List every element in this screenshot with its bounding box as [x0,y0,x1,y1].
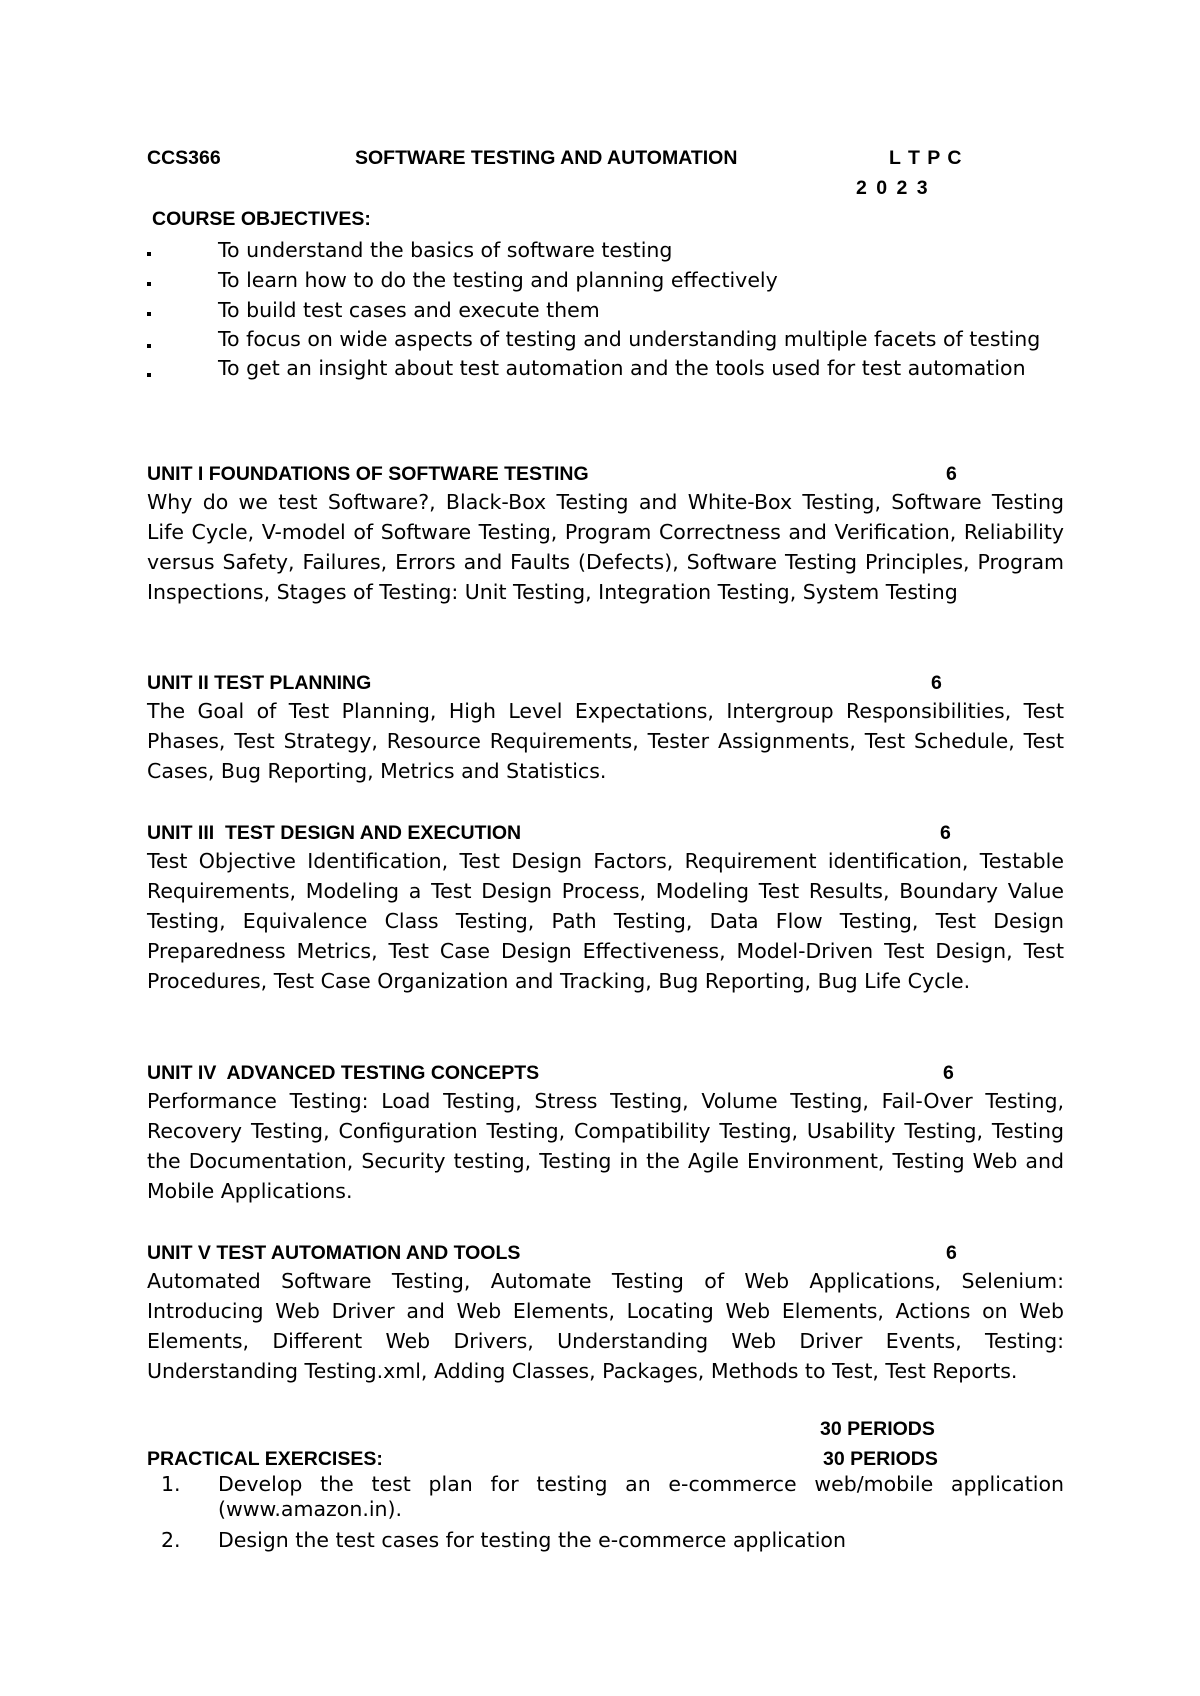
unit-content: Why do we test Software?, Black-Box Testing and White-Box Testing, Software Testing Life Cycle, V-model of Software Testing, Program Correctness and Verification, Reliability versus Safety, Failures, Errors and Faults (Defects), Software Testing Principles, Program Inspections, Stages of Testing: Unit Testing, Integration Testing, System Testing [147,490,1064,604]
unit-hours: 6 [940,822,951,844]
practical-item-number: 2. [161,1528,181,1552]
practical-periods: 30 PERIODS [823,1448,938,1470]
unit-title: UNIT I FOUNDATIONS OF SOFTWARE TESTING [147,463,589,485]
theory-periods: 30 PERIODS [820,1418,935,1440]
unit-content: Test Objective Identification, Test Design Factors, Requirement identification, Testable Requirements, Modeling a Test Design Process, Modeling Test Results, Boundary Value Testing, Equivalence Class Testing, Path Testing, Data Flow Testing, Test Design Preparedness Metrics, Test Case Design Effectiveness, Model-Driven Test Design, Test Procedures, Test Case Organization and Tracking, Bug Reporting, Bug Life Cycle. [147,849,1064,993]
unit-hours: 6 [943,1062,954,1084]
ltpc-label: L T P C [889,147,963,169]
practical-item [147,1525,1064,1555]
objective-item: To understand the basics of software testing [147,235,1067,265]
practical-item [147,1472,1064,1522]
unit-title: UNIT II TEST PLANNING [147,672,372,694]
unit-5 [147,1238,1064,1386]
course-code: CCS366 [147,147,221,169]
unit-title: UNIT III TEST DESIGN AND EXECUTION [147,822,522,844]
objective-item: To build test cases and execute them [147,295,1067,325]
objectives-heading: COURSE OBJECTIVES: [152,208,371,230]
practical-item-number: 1. [161,1472,181,1496]
objective-item: To learn how to do the testing and planning effectively [147,265,1067,295]
unit-hours: 6 [946,1242,957,1264]
unit-4 [147,1058,1064,1206]
course-title: SOFTWARE TESTING AND AUTOMATION [355,147,738,169]
unit-title: UNIT IV ADVANCED TESTING CONCEPTS [147,1062,540,1084]
practical-item-text: Develop the test plan for testing an e-commerce web/mobile application (www.amazon.in). [218,1472,1064,1521]
unit-2 [147,668,1064,786]
ltpc-values: 2 0 2 3 [856,177,930,199]
unit-hours: 6 [946,463,957,485]
syllabus-page [147,0,1067,1696]
unit-title: UNIT V TEST AUTOMATION AND TOOLS [147,1242,521,1264]
unit-content: Performance Testing: Load Testing, Stress Testing, Volume Testing, Fail-Over Testing, Recovery Testing, Configuration Testing, Compatibility Testing, Usability Testing, Testing the Documentation, Security testing, Testing in the Agile Environment, Testing Web and Mobile Applications. [147,1089,1064,1203]
unit-hours: 6 [931,672,942,694]
unit-content: Automated Software Testing, Automate Testing of Web Applications, Selenium: Introducing Web Driver and Web Elements, Locating Web Elements, Actions on Web Elements, Different Web Drivers, Understanding Web Driver Events, Testing: Understanding Testing.xml, Adding Classes, Packages, Methods to Test, Test Reports. [147,1269,1064,1383]
unit-content: The Goal of Test Planning, High Level Expectations, Intergroup Responsibilities, Test Phases, Test Strategy, Resource Requirements, Tester Assignments, Test Schedule, Test Cases, Bug Reporting, Metrics and Statistics. [147,699,1064,783]
objectives-list [147,235,1067,381]
practical-item-text: Design the test cases for testing the e-commerce application [218,1528,846,1552]
unit-3 [147,818,1064,996]
objective-item: To focus on wide aspects of testing and understanding multiple facets of testing [147,327,1067,352]
practical-heading: PRACTICAL EXERCISES: [147,1448,383,1470]
unit-1 [147,459,1064,607]
practical-list [147,1472,1064,1558]
objective-item: To get an insight about test automation and the tools used for test automation [147,356,1067,381]
